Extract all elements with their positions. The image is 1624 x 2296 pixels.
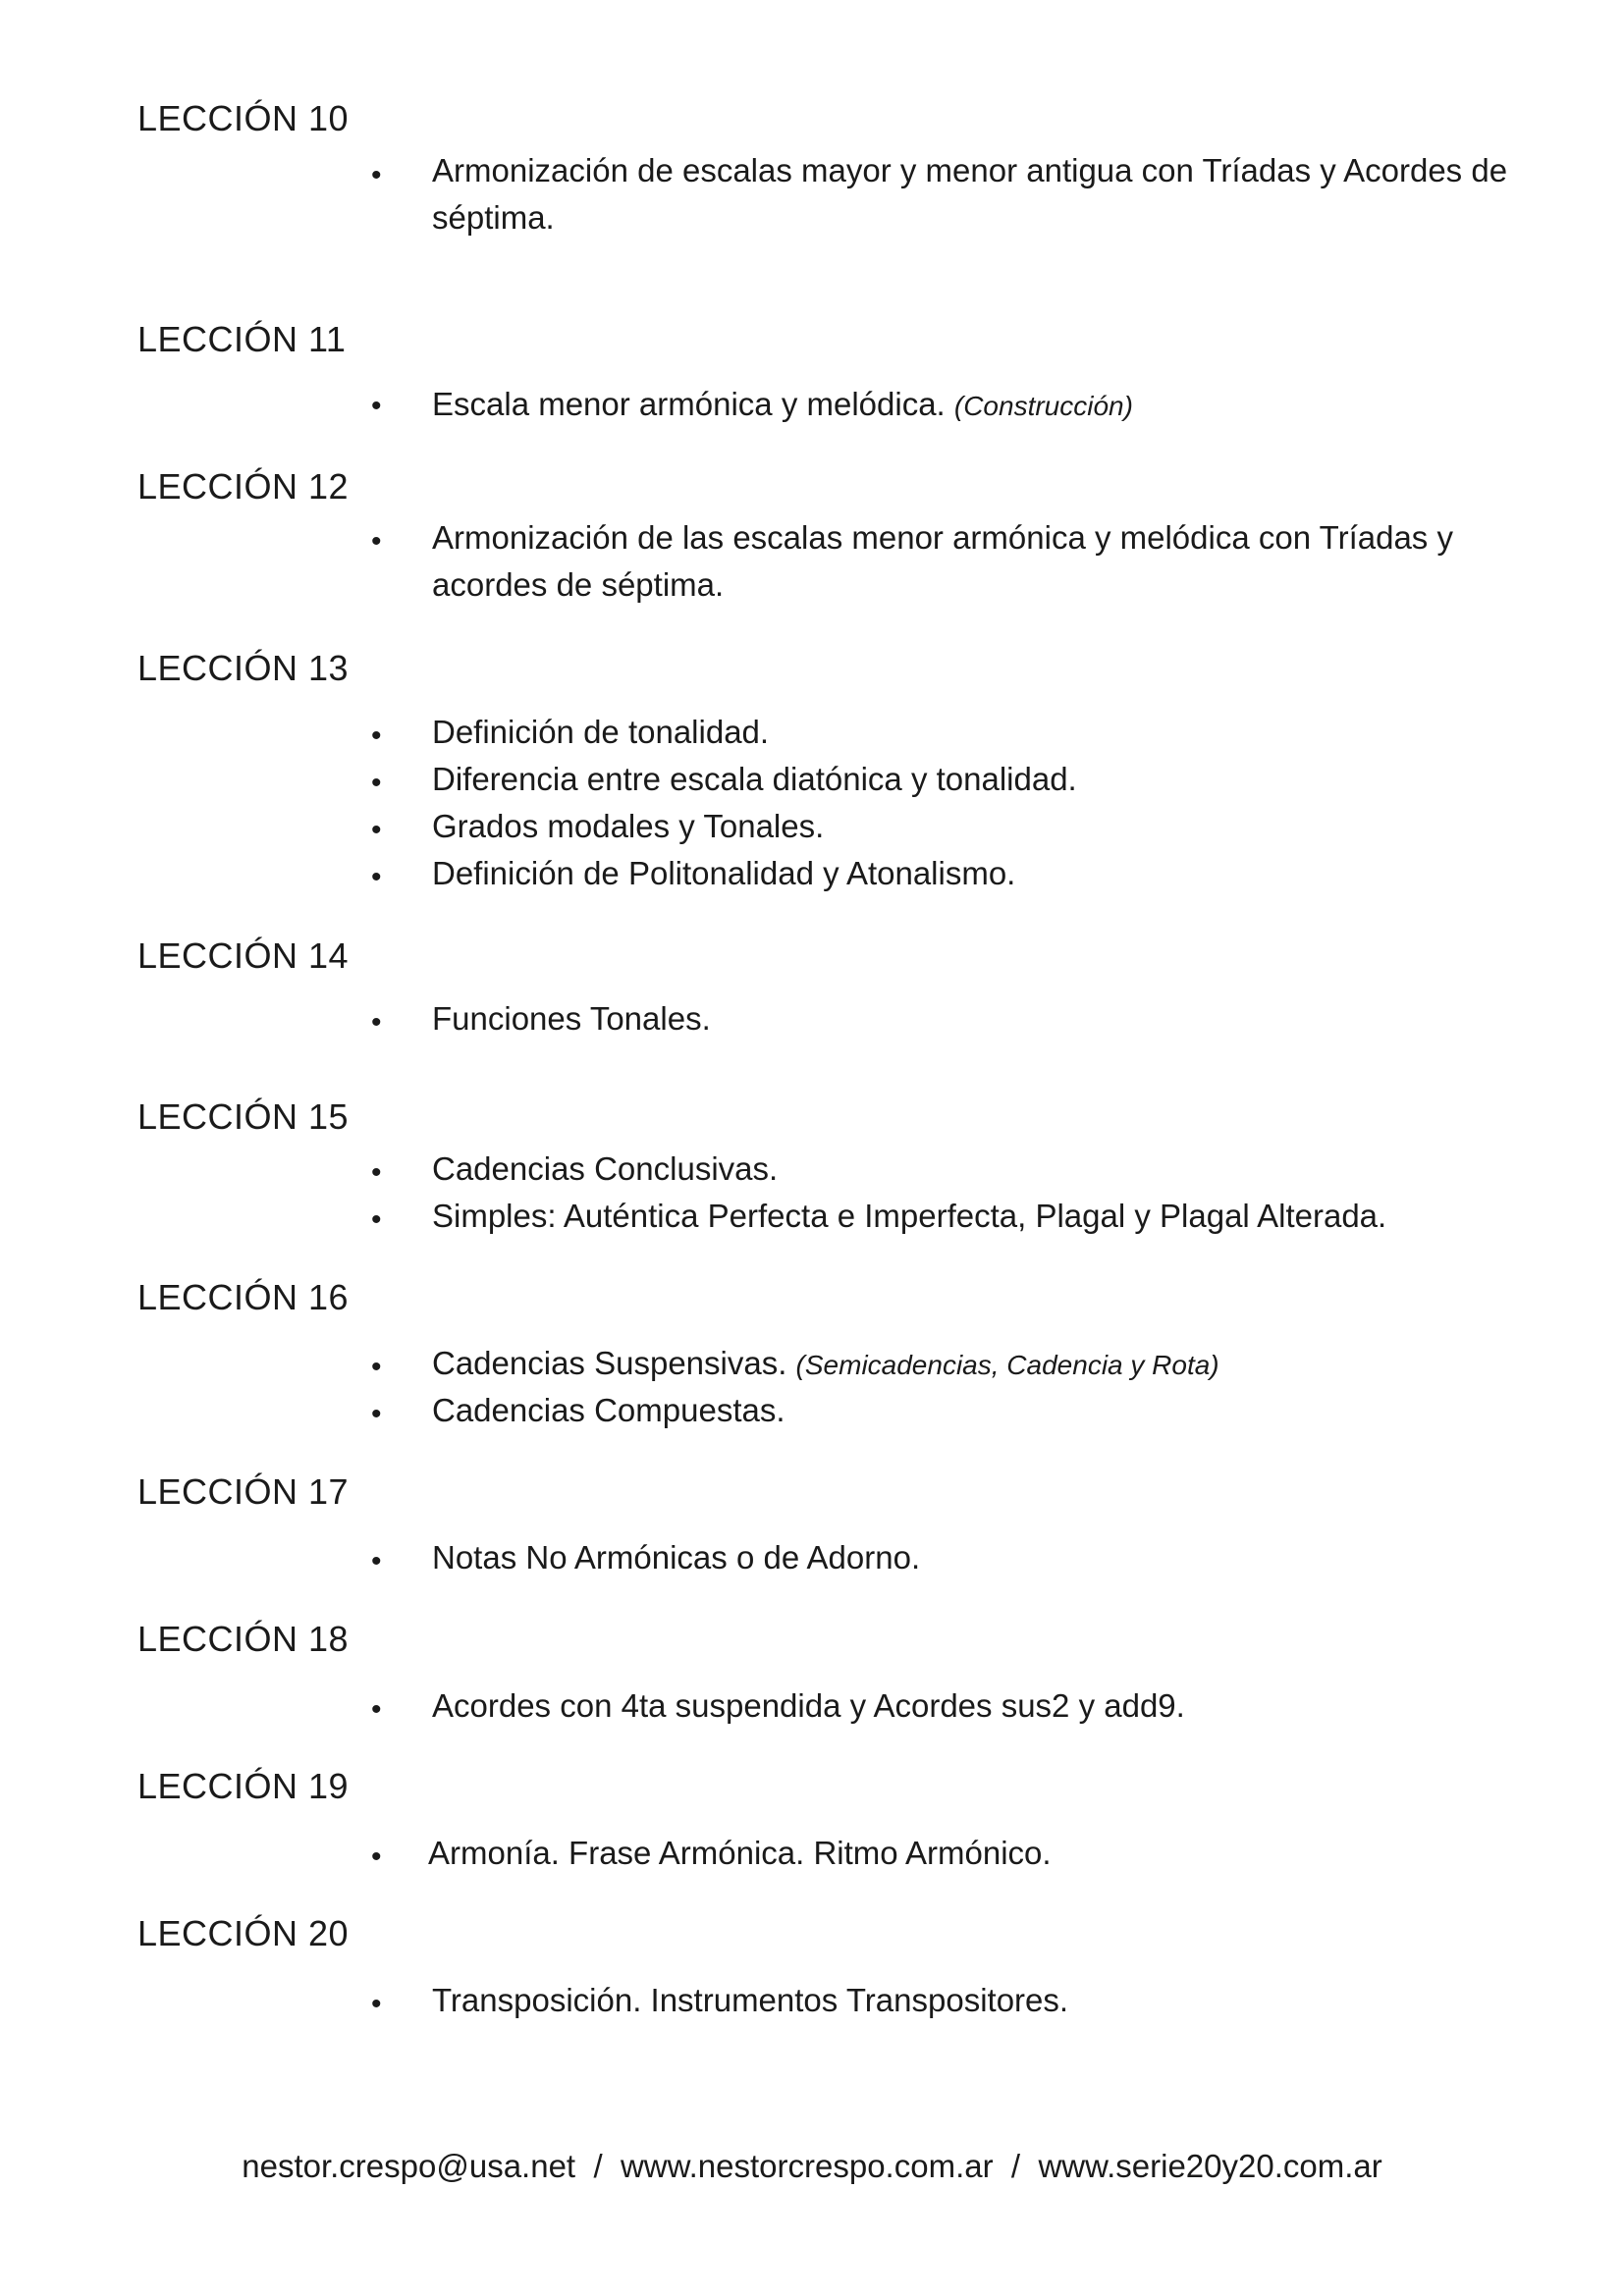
lesson-title: LECCIÓN 12 — [137, 466, 350, 507]
bullet-icon: • — [371, 390, 382, 422]
list-item — [432, 381, 1551, 430]
item-text: Armonía. Frase Armónica. Ritmo Armónico. — [428, 1835, 1052, 1871]
lesson-title: LECCIÓN 10 — [137, 98, 350, 138]
lesson-title: LECCIÓN 14 — [137, 935, 350, 976]
list-item — [432, 709, 1551, 756]
item-text: Escala menor armónica y melódica. — [432, 386, 946, 422]
lesson-title: LECCIÓN 15 — [137, 1096, 350, 1137]
item-note: (Semicadencias, Cadencia y Rota) — [795, 1350, 1219, 1380]
list-item — [432, 1193, 1551, 1240]
item-text: Definición de tonalidad. — [432, 714, 770, 750]
bullet-icon: • — [371, 767, 382, 799]
footer-site-link[interactable]: www.serie20y20.com.ar — [1038, 2148, 1382, 2184]
bullet-icon: • — [371, 1351, 382, 1383]
bullet-icon: • — [371, 861, 382, 893]
lesson-title: LECCIÓN 20 — [137, 1913, 350, 1953]
list-item — [432, 756, 1551, 803]
list-item — [432, 803, 1551, 850]
bullet-icon: • — [371, 720, 382, 752]
list-item — [432, 1146, 1551, 1193]
list-item — [432, 995, 1551, 1042]
footer-site-link[interactable]: www.nestorcrespo.com.ar — [620, 2148, 994, 2184]
item-text: Cadencias Compuestas. — [432, 1392, 785, 1428]
lesson-title: LECCIÓN 16 — [137, 1277, 350, 1317]
bullet-icon: • — [371, 1156, 382, 1189]
list-item — [432, 1682, 1551, 1730]
item-text: Notas No Armónicas o de Adorno. — [432, 1539, 921, 1575]
item-text: Simples: Auténtica Perfecta e Imperfecta, Plagal y Plagal Alterada. — [432, 1198, 1387, 1234]
bullet-icon: • — [371, 1693, 382, 1726]
bullet-icon: • — [371, 1006, 382, 1039]
bullet-icon: • — [371, 1988, 382, 2020]
list-item — [432, 1387, 1551, 1434]
item-text: Funciones Tonales. — [432, 1000, 711, 1037]
bullet-icon: • — [371, 814, 382, 846]
list-item — [428, 1830, 1547, 1877]
list-item — [432, 1977, 1551, 2024]
item-text: Transposición. Instrumentos Transpositores. — [432, 1982, 1069, 2018]
lesson-title: LECCIÓN 18 — [137, 1619, 350, 1659]
bullet-icon: • — [371, 159, 382, 191]
list-item — [432, 147, 1551, 241]
item-note: (Construcción) — [953, 391, 1133, 421]
list-item — [432, 514, 1551, 609]
item-text: Diferencia entre escala diatónica y tonalidad. — [432, 761, 1077, 797]
item-text: Grados modales y Tonales. — [432, 808, 825, 844]
lesson-title: LECCIÓN 19 — [137, 1766, 350, 1806]
bullet-icon: • — [371, 1841, 382, 1873]
item-text: Cadencias Suspensivas. — [432, 1345, 787, 1381]
lesson-title: LECCIÓN 13 — [137, 648, 350, 688]
list-item — [432, 1340, 1551, 1389]
bullet-icon: • — [371, 1203, 382, 1236]
item-text: Armonización de las escalas menor armónica y melódica con Tríadas y acordes de séptima. — [432, 519, 1453, 603]
bullet-icon: • — [371, 1545, 382, 1577]
item-text: Armonización de escalas mayor y menor antigua con Tríadas y Acordes de séptima. — [432, 152, 1508, 236]
footer — [0, 2148, 1624, 2185]
footer-separator: / — [993, 2148, 1039, 2184]
item-text: Acordes con 4ta suspendida y Acordes sus2 y add9. — [432, 1687, 1185, 1724]
list-item — [432, 850, 1551, 897]
footer-email-link[interactable]: nestor.crespo@usa.net — [242, 2148, 576, 2184]
lesson-title: LECCIÓN 17 — [137, 1471, 350, 1512]
footer-separator: / — [575, 2148, 621, 2184]
item-text: Cadencias Conclusivas. — [432, 1150, 779, 1187]
item-text: Definición de Politonalidad y Atonalismo. — [432, 855, 1016, 891]
bullet-icon: • — [371, 1398, 382, 1430]
bullet-icon: • — [371, 525, 382, 558]
list-item — [432, 1534, 1551, 1581]
lesson-title: LECCIÓN 11 — [137, 319, 347, 359]
